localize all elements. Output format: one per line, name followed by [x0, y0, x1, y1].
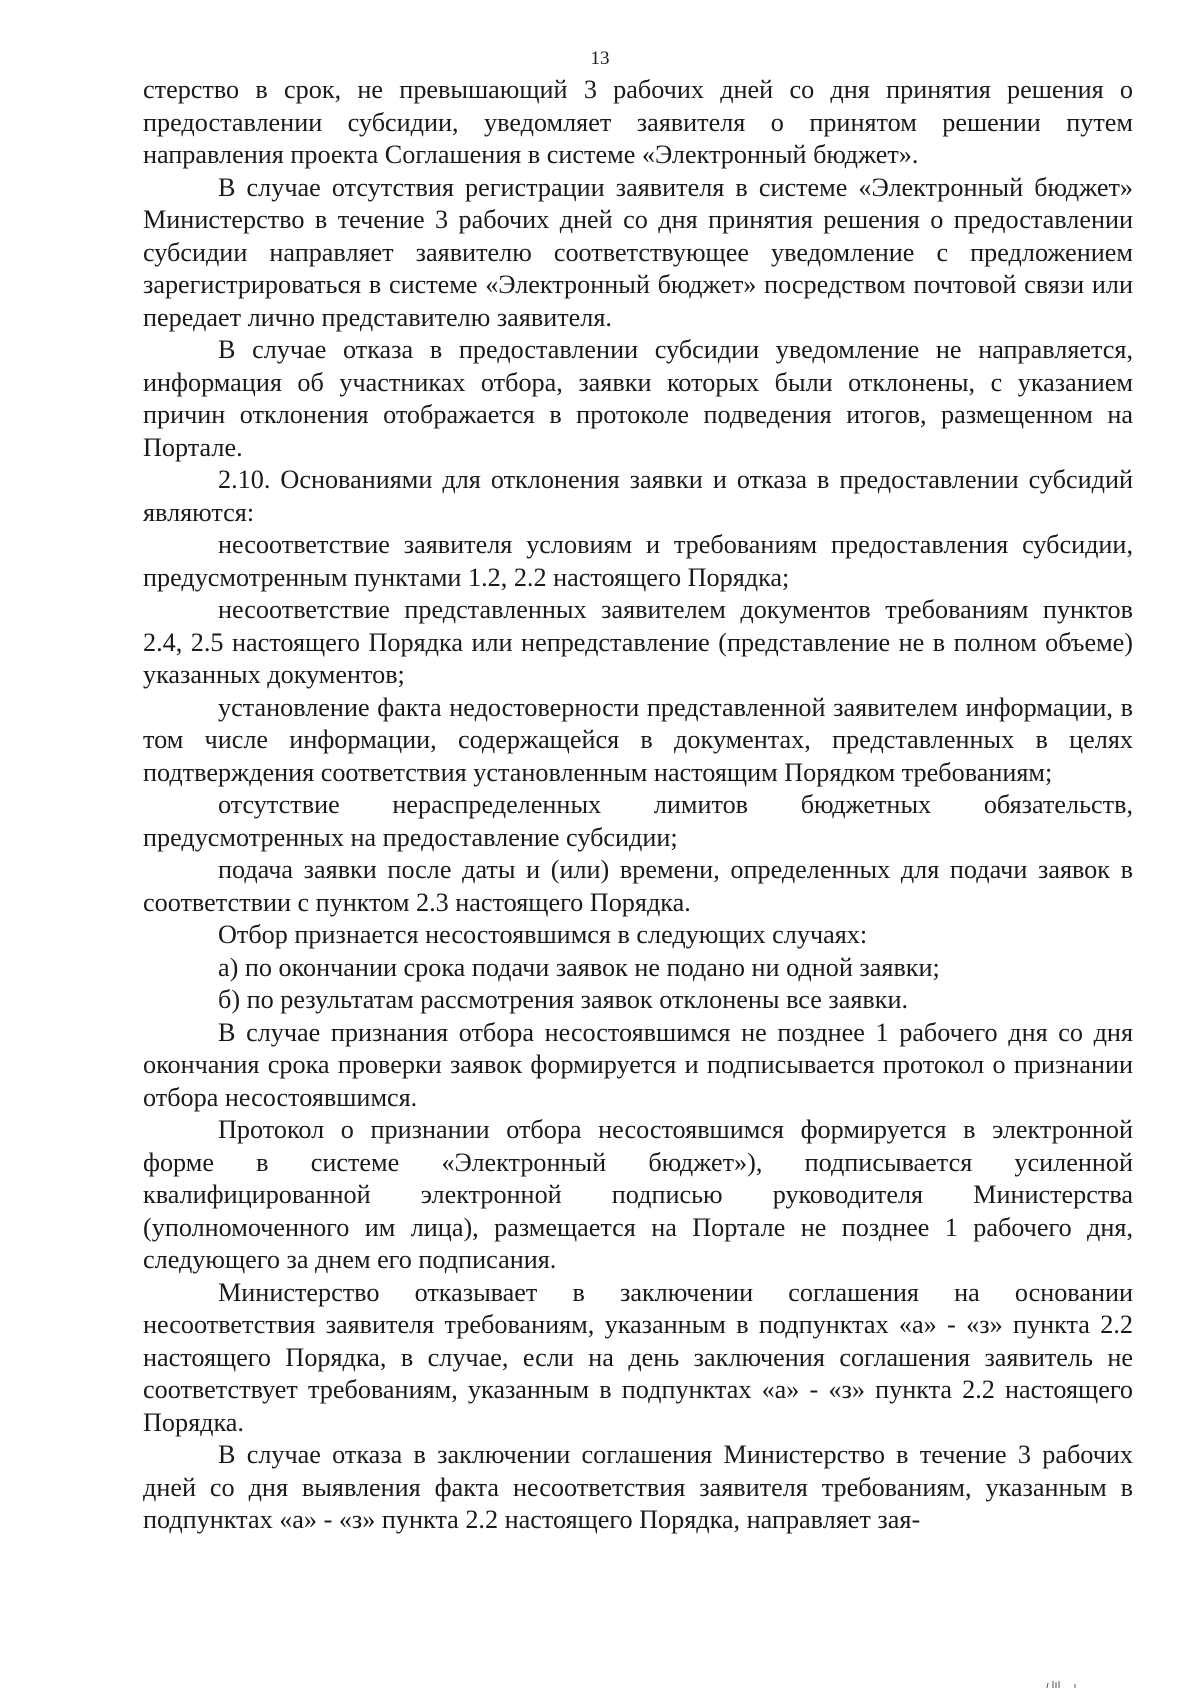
paragraph-protocol-form: Протокол о признании отбора несостоявшимся формируется в электронной форме в системе «Электронный бюджет»), подписывается усиленной квалифицированной электронной подписью руководителя Министерства (уполномоченного им лица), размещается на Портале не позднее 1 рабочего дня, следующего за днем его подписания.: [143, 1115, 1133, 1274]
paragraph-ministry-refusal: Министерство отказывает в заключении соглашения на основании несоответствия заявителя требованиям, указанным в подпунктах «а» - «з» пункта 2.2 настоящего Порядка, в случае, если на день заключения соглашения заявитель не соответствует требованиям, указанным в подпунктах «а» - «з» пункта 2.2 настоящего Порядка.: [143, 1277, 1133, 1437]
paragraph-ground-2: несоответствие представленных заявителем документов требованиям пунктов 2.4, 2.5 настоящего Порядка или непредставление (представление не в полном объеме) указанных документов;: [143, 595, 1133, 689]
paragraph-refusal-notice: В случае отказа в предоставлении субсидии уведомление не направляется, информация об участниках отбора, заявки которых были отклонены, с указанием причин отклонения отображается в протоколе подведения итогов, размещенном на Портале.: [143, 335, 1133, 462]
paragraph-refusal-procedure: В случае отказа в заключении соглашения Министерство в течение 3 рабочих дней со дня выявления факта несоответствия заявителя требованиям, указанным в подпунктах «а» - «з» пункта 2.2 настоящего Порядка, направляет зая-: [143, 1440, 1133, 1534]
paragraph-ground-5: подача заявки после даты и (или) времени, определенных для подачи заявок в соответствии с пунктом 2.3 настоящего Порядка.: [143, 855, 1133, 917]
paragraph-continuation: стерство в срок, не превышающий 3 рабочих дней со дня принятия решения о предоставлении субсидии, уведомляет заявителя о принятом решении путем направления проекта Соглашения в системе «Электронный бюджет».: [143, 75, 1133, 169]
document-body: [143, 74, 1133, 1537]
page-number: 13: [590, 48, 610, 69]
paragraph-section-2-10: 2.10. Основаниями для отклонения заявки и отказа в предоставлении субсидий являются:: [143, 465, 1133, 527]
scan-mark: [1045, 1679, 1085, 1689]
paragraph-registration-absence: В случае отсутствия регистрации заявителя в системе «Электронный бюджет» Министерство в течение 3 рабочих дней со дня принятия решения о предоставлении субсидии направляет заявителю соответствующее уведомление с предложением зарегистрироваться в системе «Электронный бюджет» посредством почтовой связи или передает лично представителю заявителя.: [143, 172, 1133, 332]
paragraph-protocol-deadline: В случае признания отбора несостоявшимся не позднее 1 рабочего дня со дня окончания срока проверки заявок формируется и подписывается протокол о признании отбора несостоявшимся.: [143, 1017, 1133, 1112]
paragraph-case-b: б) по результатам рассмотрения заявок отклонены все заявки.: [218, 985, 909, 1014]
paragraph-ground-4: отсутствие нераспределенных лимитов бюджетных обязательств, предусмотренных на предоставление субсидии;: [143, 790, 1133, 852]
paragraph-ground-1: несоответствие заявителя условиям и требованиям предоставления субсидии, предусмотренным пунктами 1.2, 2.2 настоящего Порядка;: [143, 530, 1133, 592]
paragraph-case-a: а) по окончании срока подачи заявок не подано ни одной заявки;: [218, 952, 940, 982]
paragraph-selection-failed: Отбор признается несостоявшимся в следующих случаях:: [218, 920, 868, 949]
paragraph-ground-3: установление факта недостоверности представленной заявителем информации, в том числе информации, содержащейся в документах, представленных в целях подтверждения соответствия установленным настоящим Порядком требованиям;: [143, 692, 1133, 787]
